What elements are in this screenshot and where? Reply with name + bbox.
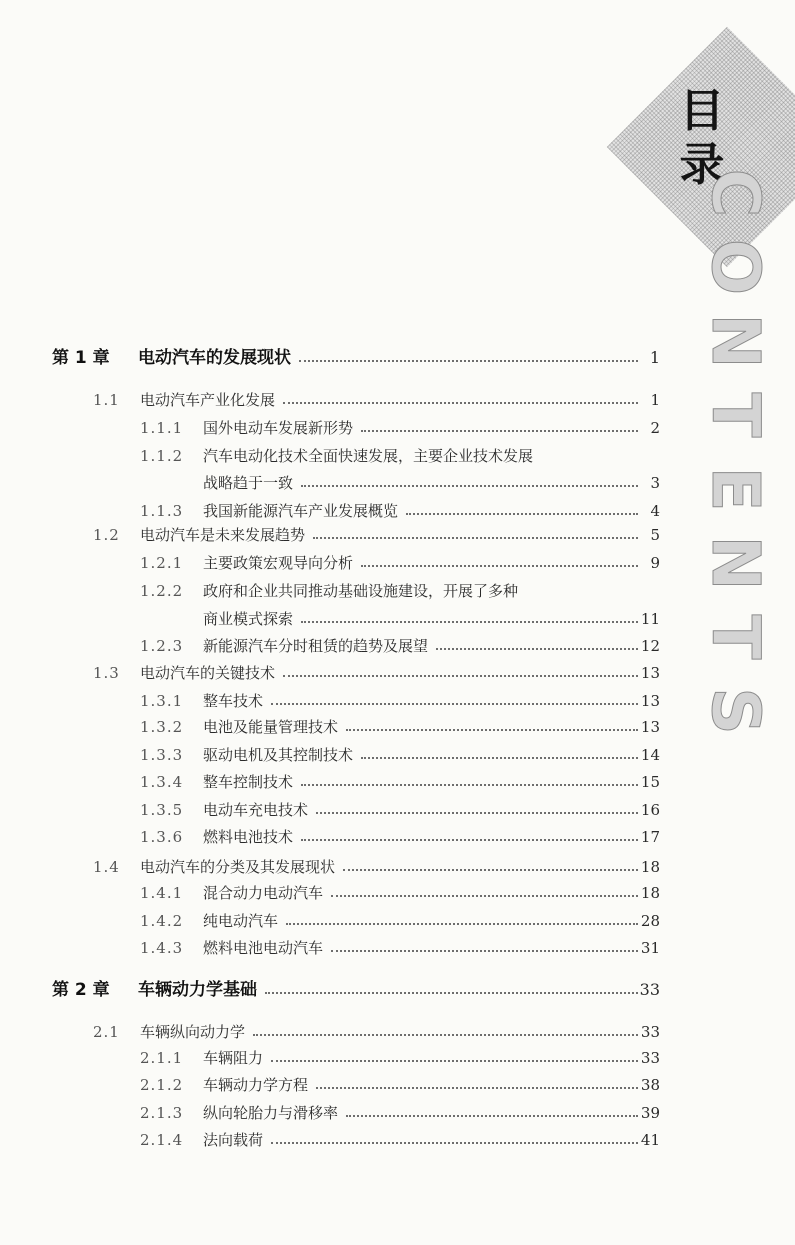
toc-entry-title: 电动汽车的关键技术 <box>140 664 276 682</box>
toc-page-number: 41 <box>640 1131 660 1149</box>
toc-page-number: 39 <box>640 1104 660 1122</box>
toc-page-number: 33 <box>639 980 660 999</box>
toc-page-number: 1 <box>650 391 660 409</box>
toc-entry-title: 整车控制技术 <box>203 773 294 791</box>
toc-entry-number: 1.2.3 <box>140 637 184 655</box>
toc-entry-chapter[interactable] <box>0 977 795 1003</box>
toc-page-number: 33 <box>640 1049 660 1067</box>
toc-entry-number: 1.3.5 <box>140 801 184 819</box>
toc-entry-title: 驱动电机及其控制技术 <box>203 746 354 764</box>
toc-entry-number: 1.4.3 <box>140 939 184 957</box>
toc-entry-title: 电动汽车的分类及其发展现状 <box>140 858 336 876</box>
toc-page-number: 13 <box>640 692 660 710</box>
toc-entry-chapter[interactable] <box>0 345 795 371</box>
toc-leader-dots <box>361 565 638 567</box>
toc-entry-title: 纵向轮胎力与滑移率 <box>203 1104 339 1122</box>
toc-entry-title: 电动汽车是未来发展趋势 <box>140 526 306 544</box>
toc-page-number: 9 <box>650 554 660 572</box>
toc-entry-section[interactable] <box>0 522 795 548</box>
toc-entry-title: 新能源汽车分时租赁的趋势及展望 <box>203 637 429 655</box>
toc-entry-sub[interactable] <box>0 443 795 469</box>
toc-entry-sub[interactable] <box>0 935 795 961</box>
toc-entry-number: 1.2.2 <box>140 582 184 600</box>
toc-entry-title: 燃料电池技术 <box>203 828 294 846</box>
toc-page-number: 31 <box>640 939 660 957</box>
toc-leader-dots <box>361 430 638 432</box>
toc-page-number: 13 <box>640 664 660 682</box>
toc-entry-number: 1.3.4 <box>140 773 184 791</box>
toc-entry-title: 法向载荷 <box>203 1131 264 1149</box>
toc-entry-number: 1.1.3 <box>140 502 184 520</box>
toc-entry-number: 2.1.2 <box>140 1076 184 1094</box>
toc-leader-dots <box>299 360 638 362</box>
toc-entry-title-line-2: 商业模式探索 <box>203 610 294 628</box>
toc-entry-sub[interactable] <box>0 742 795 768</box>
toc-entry-sub[interactable] <box>0 769 795 795</box>
toc-entry-sub[interactable] <box>0 824 795 850</box>
toc-entry-title: 政府和企业共同推动基础设施建设，开展了多种 <box>203 582 519 600</box>
toc-leader-dots <box>313 537 638 539</box>
toc-entry-title: 我国新能源汽车产业发展概览 <box>203 502 399 520</box>
toc-entry-title: 主要政策宏观导向分析 <box>203 554 354 572</box>
toc-entry-sub[interactable] <box>0 578 795 604</box>
toc-entry-title: 混合动力电动汽车 <box>203 884 324 902</box>
toc-leader-dots <box>271 1060 638 1062</box>
contents-letter: E <box>697 466 774 512</box>
toc-page-number: 18 <box>640 884 660 902</box>
toc-page-number: 28 <box>640 912 660 930</box>
toc-page-number: 11 <box>640 610 660 628</box>
toc-page-number: 3 <box>650 474 660 492</box>
toc-entry-sub[interactable] <box>0 908 795 934</box>
toc-leader-dots <box>301 485 638 487</box>
toc-leader-dots <box>436 648 638 650</box>
toc-entry-section[interactable] <box>0 660 795 686</box>
toc-page-number: 18 <box>640 858 660 876</box>
toc-entry-sub[interactable] <box>0 797 795 823</box>
toc-leader-dots <box>361 757 638 759</box>
toc-page-number: 1 <box>649 348 660 367</box>
toc-entry-number: 1.1.2 <box>140 447 184 465</box>
toc-leader-dots <box>286 923 638 925</box>
toc-entry-sub[interactable] <box>0 550 795 576</box>
toc-entry-title: 车辆纵向动力学 <box>140 1023 246 1041</box>
toc-entry-number: 1.4 <box>93 858 120 876</box>
toc-entry-section[interactable] <box>0 854 795 880</box>
contents-letter: S <box>697 687 774 735</box>
toc-entry-title: 电动汽车产业化发展 <box>140 391 276 409</box>
toc-entry-number: 1.3.6 <box>140 828 184 846</box>
toc-entry-sub[interactable] <box>0 880 795 906</box>
toc-entry-title: 汽车电动化技术全面快速发展，主要企业技术发展 <box>203 447 534 465</box>
toc-leader-dots <box>331 950 638 952</box>
toc-entry-number: 1.4.2 <box>140 912 184 930</box>
toc-heading-char-2: 录 <box>679 138 725 191</box>
toc-page-number: 4 <box>650 502 660 520</box>
toc-leader-dots <box>301 784 638 786</box>
toc-page-number: 33 <box>640 1023 660 1041</box>
toc-entry-sub[interactable] <box>0 1072 795 1098</box>
toc-entry-sub[interactable] <box>0 1045 795 1071</box>
contents-letter: T <box>697 614 774 660</box>
toc-page-number: 2 <box>650 419 660 437</box>
contents-letter: N <box>697 535 774 591</box>
toc-entry-number: 1.1.1 <box>140 419 184 437</box>
toc-page-number: 16 <box>640 801 660 819</box>
toc-leader-dots <box>316 812 638 814</box>
toc-entry-title: 电动车充电技术 <box>203 801 309 819</box>
toc-leader-dots <box>301 839 638 841</box>
toc-entry-number: 2.1.3 <box>140 1104 184 1122</box>
toc-entry-sub[interactable] <box>0 1100 795 1126</box>
toc-entry-number: 1.2.1 <box>140 554 184 572</box>
toc-leader-dots <box>331 895 638 897</box>
toc-leader-dots <box>301 621 638 623</box>
toc-leader-dots <box>283 675 638 677</box>
toc-entry-title-line-2: 战略趋于一致 <box>203 474 294 492</box>
toc-entry-title: 电池及能量管理技术 <box>203 718 339 736</box>
toc-page-number: 15 <box>640 773 660 791</box>
toc-entry-number: 2.1.1 <box>140 1049 184 1067</box>
toc-entry-title: 车辆动力学方程 <box>203 1076 309 1094</box>
contents-letter: O <box>697 238 774 296</box>
toc-entry-continuation[interactable] <box>0 470 795 496</box>
toc-entry-number: 1.1 <box>93 391 120 409</box>
contents-letter: C <box>697 168 774 218</box>
toc-page-number: 14 <box>640 746 660 764</box>
toc-entry-number: 1.3.1 <box>140 692 184 710</box>
toc-entry-sub[interactable] <box>0 498 795 524</box>
toc-entry-title: 车辆阻力 <box>203 1049 264 1067</box>
toc-entry-title: 纯电动汽车 <box>203 912 279 930</box>
toc-page-number: 17 <box>640 828 660 846</box>
toc-entry-number: 2.1 <box>93 1023 120 1041</box>
toc-entry-number: 1.3.2 <box>140 718 184 736</box>
toc-entry-section[interactable] <box>0 1019 795 1045</box>
toc-entry-number: 1.3.3 <box>140 746 184 764</box>
toc-leader-dots <box>406 513 638 515</box>
toc-entry-title: 整车技术 <box>203 692 264 710</box>
toc-entry-number: 1.3 <box>93 664 120 682</box>
toc-entry-number: 2.1.4 <box>140 1131 184 1149</box>
toc-leader-dots <box>271 1142 638 1144</box>
toc-entry-continuation[interactable] <box>0 606 795 632</box>
toc-entry-number: 1.4.1 <box>140 884 184 902</box>
toc-entry-number: 1.2 <box>93 526 120 544</box>
toc-heading-char-1: 目 <box>679 84 725 137</box>
contents-letter: T <box>697 392 774 438</box>
toc-page-number: 12 <box>640 637 660 655</box>
toc-entry-sub[interactable] <box>0 688 795 714</box>
contents-letter: N <box>697 313 774 369</box>
toc-page-number: 13 <box>640 718 660 736</box>
toc-leader-dots <box>346 1115 638 1117</box>
toc-entry-title: 电动汽车的发展现状 <box>138 348 291 368</box>
toc-leader-dots <box>253 1034 638 1036</box>
toc-entry-title: 车辆动力学基础 <box>138 980 257 1000</box>
toc-entry-title: 国外电动车发展新形势 <box>203 419 354 437</box>
toc-entry-sub[interactable] <box>0 633 795 659</box>
toc-entry-title: 燃料电池电动汽车 <box>203 939 324 957</box>
toc-leader-dots <box>265 992 638 994</box>
toc-entry-number: 第 2 章 <box>52 980 110 1000</box>
toc-entry-sub[interactable] <box>0 1127 795 1153</box>
toc-entry-section[interactable] <box>0 387 795 413</box>
toc-leader-dots <box>283 402 638 404</box>
toc-leader-dots <box>316 1087 638 1089</box>
toc-entry-number: 第 1 章 <box>52 348 110 368</box>
toc-leader-dots <box>343 869 638 871</box>
toc-leader-dots <box>346 729 638 731</box>
toc-leader-dots <box>271 703 638 705</box>
toc-entry-sub[interactable] <box>0 714 795 740</box>
toc-entry-sub[interactable] <box>0 415 795 441</box>
toc-page-number: 38 <box>640 1076 660 1094</box>
toc-page-number: 5 <box>650 526 660 544</box>
